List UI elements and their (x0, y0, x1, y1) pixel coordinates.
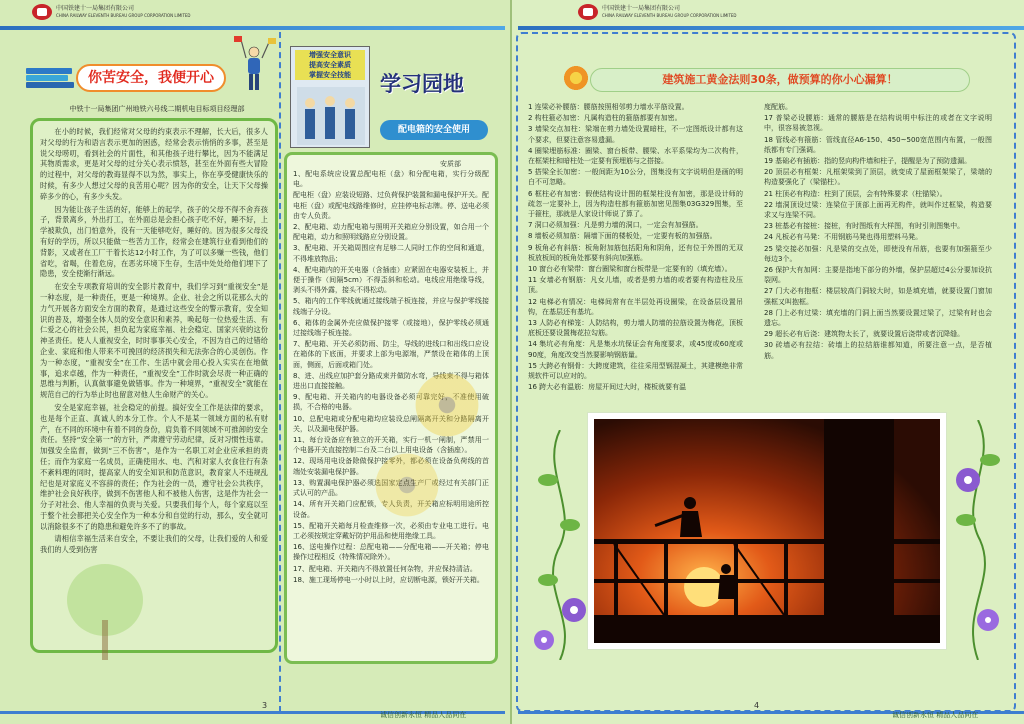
footer-slogan: 诚信创新永恒 精品人品同在 (892, 711, 979, 719)
rule-line: 23 桩基必有接桩：接桩，有时图纸有大样图，有时引则图集中。 (764, 222, 965, 231)
rule-line: 9 板角必有斜筋：板角附加筋包括阳角和阴角，还有位于外围的无双板放板间的板角处都要有斜向加强筋。 (528, 243, 743, 262)
rule-item: 12、现场用电设备除做保护接零外，都必须在设备负荷线的首端处安装漏电保护器。 (293, 457, 489, 476)
rule-line: 2 构柱箍必加密：凡属构造柱的箍筋都要有加密。 (528, 114, 682, 123)
rule-item: 4、配电箱内的开关电器（含插座）应紧固在电器安装板上，并便于操作（间隔5cm）不得歪斜和松动。电线应用绝缘导线，剥头不得外露，接头不得松动。 (293, 265, 489, 295)
rule-line: 10 窗台必有梁带：窗台圈梁和窗台板带是一定要有的（填充墙）。 (528, 265, 732, 274)
rule-line: 21 柱顶必有构造：柱到了顶层，会有特殊要求（柱锚梁）。 (764, 189, 947, 198)
rule-line: 26 保护大有加网：主要是指地下部分的外墙，保护层超过4公分要加设抗裂网。 (764, 266, 992, 285)
rule-item: 2、配电箱、动力配电箱与照明开关箱应分别设置，如合用一个配电箱，动力和照明线路应分别设置。 (293, 223, 489, 242)
essay-paragraph: 因为能让孩子生活的好，能够上的起学，孩子的父母不得不舍弃孩子，背景离乡，外出打工，在外面总是会担心孩子吃不好，睡不好，上学被欺负，出门怕意外，没有一天能够吃好，睡好的。因为很多父母没有好的学历，所以只能做一些苦力工作，经常会在建筑行业看到他们的背影，又或者在工厂干着长达12小时工作，为了可以多赚一些钱，他们省吃，省喝，住着危房，在恶劣环境下生存，生活中处处给他们埋下了隐患，安全使渐行渐远。 (40, 204, 268, 279)
rule-item: 14、所有开关箱门应配锁，专人负责，开关箱应标明用途所控设备。 (293, 500, 489, 519)
rule-item: 1、配电系统应设置总配电柜（盘）和分配电箱，实行分级配电。 (293, 170, 489, 189)
rule-line: 15 大跨必有钢骨：大跨度建筑，往往采用型钢混凝土，其建模绝非常规软件可以应对的。 (528, 361, 743, 381)
column-divider (279, 32, 281, 712)
rule-line: 3 墙梁交点加柱：梁端在剪力墙处设置暗柱，不一定图纸设计都有这个要求，但要注意容易遗漏。 (528, 125, 743, 144)
rule-item: 16、送电操作过程：总配电箱——分配电箱——开关箱；停电操作过程相反（特殊情况除外）。 (293, 543, 489, 562)
rule-line: 4 圈梁埋筋标准：圈梁、窗台板带、腰梁、水平系梁均为二次构件，在框架柱和暗柱处一定要有预埋筋与之搭接。 (528, 146, 743, 166)
page-number: 3 (262, 701, 268, 710)
essay-paragraph: 在安全专项教育培训的安全影片教育中，我们学习到“重视安全”是一种态度，是一种责任，更是一种境界。企业、社会之所以花那么大的力气开展各方面安全方面的教育，是通过这些安全的警示教育，安全知识的普及，增强全体人员的安全意识和素养，唤起每一位热爱生活、有仁爱之心的社会公民，担负起为家庭幸福、社会稳定、国家兴衰的这份神圣责任。使人人重视安全，时时事事关心安全，不因为自己的过错给企业、家庭和他人带来不可挽回的经济损失和无法弥合的心灵创伤。作为一种态度，“重视安全”在工作、生活中就会用心投入实实在在地做事，追求卓越，作为一种责任，“重视安全”工作时就会尽责一种正确的思维与判断，认真做事避免做错事。作为一种境界，“重视安全”就能在规范自己的行为举止时也留意对他人生命财产的关心。 (40, 282, 268, 400)
rule-line: 12 电梯必有情况：电梯间常有在半层处再设圈梁，在设备层设置吊钩，在基层还有基坑。 (528, 297, 743, 316)
rule-item: 17、配电箱、开关箱内不得放置任何杂物，并应保持清洁。 (293, 564, 477, 573)
construction-silhouette (594, 419, 940, 643)
rule-line: 24 凡板必有马凳：不用钢筋马凳也得用塑料马凳。 (764, 233, 923, 242)
books-icon (26, 68, 76, 94)
rule-item: 配电柜（盘）应装设短路、过负荷保护装置和漏电保护开关。配电柜（盘）或配电线路维修时，应挂停电标志牌。停、送电必须由专人负责。 (293, 191, 489, 220)
study-title: 学习园地 (380, 71, 464, 96)
rule-line: 11 女墙必有钢筋：凡女儿墙，或者是剪力墙的或者要有构造柱及压顶。 (528, 276, 743, 295)
rule-line: 25 梁交接必加强：凡是梁的交点处，即使没有吊筋，也要有加强箍至少每边3个。 (764, 244, 992, 263)
rule-line: 8 墙板必须加筋：隔墙下面的楼板处，一定要有板的加强筋。 (528, 232, 717, 241)
crcc-logo-icon (32, 4, 52, 20)
flower-icon (562, 64, 590, 92)
rule-line: 6 框柱必有加密：假使结构设计图的框架柱没有加密，那是设计师的疏忽一定要补上，因为构造柱都有箍筋加密见图集03G329图集，至于箍柱，那就是人家设计师说了算了。 (528, 189, 743, 219)
rule-line: 7 洞口必须加强：凡是剪力墙的洞口，一定会有加强筋。 (528, 221, 703, 230)
rule-line: 5 搭梁全长加密：一般间距为10公分，图集没有文字说明但是画的明白不可忽略。 (528, 168, 743, 187)
rule-item: 3、配电箱、开关箱周围应有足够二人同时工作的空间和通道，不得堆放物品； (293, 244, 489, 263)
company-name-en: CHINA RAILWAY ELEVENTH BUREAU GROUP CORPORATION LIMITED (56, 13, 191, 18)
page-number: 4 (754, 701, 760, 710)
rule-line: 14 集坑必有角度：凡是集水坑保证会有角度要求，或45度或60度或90度，角度改变当然要影响钢筋量。 (528, 340, 743, 359)
crcc-logo-icon (578, 4, 598, 20)
company-logo (578, 4, 737, 20)
sunflower-decoration (367, 445, 447, 525)
study-header (284, 38, 496, 150)
flag-man-icon (232, 34, 276, 94)
rule-line: 27 门大必有抱框：楼层较高门洞较大时，如是填充墙，就要设置门窗加强框又叫抱框。 (764, 287, 992, 306)
author-department: 安质部 (440, 160, 461, 168)
safety-title: 你苦安全，我便开心 (76, 64, 226, 92)
rule-item: 15、配箱开关箱每月检查维修一次，必须由专业电工进行。电工必须按规定穿戴好防护用品和使用绝缘工具。 (293, 521, 489, 540)
essay-paragraph: 安全是家庭幸福，社会稳定的前提。搞好安全工作是法律的要求，也是每个正直、真诚人的本分工作。个人不是某一领域方面的私有财产，在不同的环境中有着不同的身份，肩负着不同领域不可推卸的安全责任。坚持“安全第一”的方针，严肃遵守劳动纪律，反对习惯性违章。加强安全监督，做到“三不伤害”，是作为一名职工对企业应承担的责任；而作为家庭一名成员，正确使用水、电、汽和对家人衣食住行有条不紊料理的同时，提高家人的安全知识和防范意识，教育家人不违规乱纪也是对家庭义不容辞的责任；作为社会的一员，遵守社会公共秩序，维护社会良好秩序，做到不伤害他人和不被他人伤害，这是作为社会一分子对社会、他人幸福的负责与关爱。只要我们每个人，每个家庭以至于整个社会都把关心安全作为一种本分和自觉的行动，那么，安全就可以消除很多不了的隐患和避免许多不了的事故。 (40, 402, 268, 531)
company-name-cn: 中国铁建十一局集团有限公司 (56, 5, 135, 12)
rule-item: 5、箱内的工作零线就通过接线端子板连接，并应与保护零线接线端子分设。 (293, 297, 489, 316)
rule-line: 29 超长必有后浇：建筑物太长了，就要设置后浇带或者沉降缝。 (764, 330, 965, 339)
rule-item: 6、箱体的金属外壳应做保护接零（或接地），保护零线必须通过接线端子板连接。 (293, 318, 489, 338)
rule-line: 1 连梁必补腰筋：腰筋按照相邻剪力墙水平筋设置。 (528, 103, 689, 111)
company-logo (32, 4, 191, 20)
rule-item: 8、进、出线应加护套分路成束并做防水弯，导线束不得与箱体进出口直接接触。 (293, 371, 489, 391)
safety-heading (26, 62, 276, 100)
rule-line: 28 门上必有过梁：填充墙的门洞上面当然要设置过梁了，过梁有时也会遗忘。 (764, 308, 992, 328)
header-stripe (0, 26, 505, 30)
rule-line: 18 管线必有箍筋：管线直径A6-150、450~500宽范围内布置，一般图纸都有专门强调。 (764, 135, 992, 154)
essay-paragraph: 请相信幸福生活来自安全，不要让我们的父母，让我们爱的人和爱我们的人受到伤害 (40, 534, 268, 555)
topic-label: 配电箱的安全使用 (380, 120, 488, 140)
rule-item: 9、配电箱、开关箱内的电器设备必须可靠完好，不准使用破损，不合格的电器。 (293, 393, 489, 412)
essay-paragraph: 在小的时候，我们经常对父母的约束表示不理解，长大后，很多人对父母的行为和语言表示更加的困惑，经常会表示悄悄的多事，甚至是说父母唠叨，看到社会的片面性，和其他孩子进行攀比，因为不能满足其物质需求，更是对父母的过分关心表示愤怒，甚至在外面有些大冒险的过程中，对父母的教诲显得不以为然，事实上，你在享受健康快乐的时候，有多少人想过父母的良苦用心呢？因为你的安全，让天下父母操碎多少的心，有多少头发。 (40, 127, 268, 201)
rule-item: 11、每台设备应有独立的开关箱，实行一机一闸制，严禁用一个电器开关直接控制二台及二台以上用电设备（含插座）。 (293, 436, 489, 455)
golden-rules-banner: 建筑施工黄金法则30条，做预算的你小心漏算！ (590, 68, 970, 92)
project-subheading: 中铁十一局集团广州地铁六号线二期机电目标项目经理部 (69, 105, 245, 113)
morning-glory-vine-right (948, 420, 1008, 660)
rule-line: 16 跨大必有温筋：房屋开间过大时，楼板就要有温 (528, 383, 687, 392)
rule-line: 19 基础必有插筋：指的竖向构件墙和柱子，提醒是为了预防遗漏。 (764, 157, 972, 166)
electrical-box-rules (284, 152, 498, 664)
sunflower-decoration (407, 365, 487, 445)
rules-column-right (764, 102, 992, 424)
company-name-cn: 中国铁建十一局集团有限公司 (602, 5, 681, 12)
footer-slogan: 诚信创新永恒 精品人品同在 (380, 711, 467, 719)
rule-item: 7、配电箱、开关必须防雨、防尘，导线的进线口和出线口应设在箱体的下底面，并要求上部为电源端，严禁设在箱体的上顶面，侧面，后面或箱门处。 (293, 340, 489, 369)
construction-sunset-photo (594, 419, 940, 643)
morning-glory-vine-left (530, 430, 590, 660)
tree-illustration (60, 560, 150, 660)
company-name-en: CHINA RAILWAY ELEVENTH BUREAU GROUP CORPORATION LIMITED (602, 13, 737, 18)
rule-line: 22 墙洞顶设过梁：连梁位于顶部上面再无构件，就叫作过框梁，构造要求又与连梁不同。 (764, 200, 992, 220)
rule-item: 10、总配电箱或分配电箱均应装设总闸隔离开关和分路隔离开关，以及漏电保护器。 (293, 414, 489, 433)
rule-item: 18、施工现场停电一小时以上时，应切断电源，锁好开关箱。 (293, 575, 484, 584)
rule-line: 度配筋。 (764, 103, 792, 111)
rule-line: 30 砖墙必有拉结：砖墙上的拉结筋谁都知道，所要注意一点，是否植筋。 (764, 341, 992, 360)
rule-line: 13 人防必有梯笼：人防结构，剪力墙人防墙的拉筋设置为梅花，顶板底板还要设置梅花拉勾筋。 (528, 319, 743, 338)
poster-banner: 增强安全意识 提高安全素质 掌握安全技能 (295, 50, 365, 80)
rule-item: 13、购置漏电保护器必须选国家定点生产厂或经过有关部门正式认可的产品。 (293, 478, 489, 498)
rule-line: 20 顶层必有框架：凡框架梁到了顶层，就变成了屋面框架梁了，梁端的构造要强化了（梁锚柱）。 (764, 168, 992, 187)
header-stripe (518, 26, 1024, 30)
safety-poster (290, 46, 370, 148)
rule-line: 17 普梁必设腰筋：通常的腰筋是在结构说明中标注的或者在文字说明中，很容易被忽视。 (764, 114, 992, 133)
workers-illustration (297, 87, 365, 145)
rules-column-left (528, 102, 743, 424)
construction-photo-frame (587, 412, 947, 650)
